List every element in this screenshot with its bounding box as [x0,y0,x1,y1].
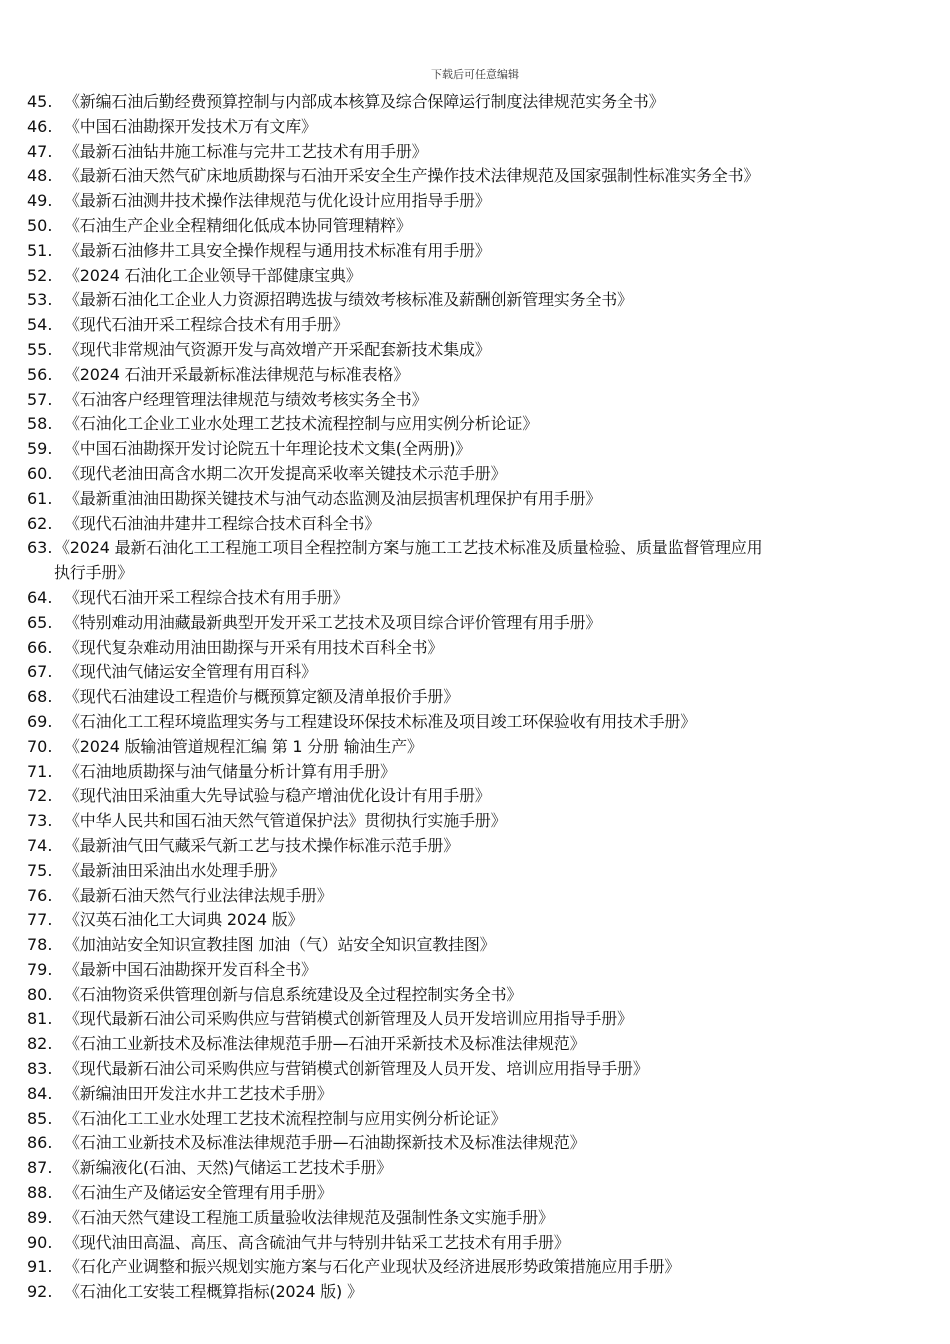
item-title-text: 《最新石油修井工具安全操作规程与通用技术标准有用手册》 [64,240,491,260]
item-title [64,685,927,710]
item-title [64,239,927,264]
item-number: 72. [27,786,53,806]
item-title [54,536,927,586]
item-title [64,1231,927,1256]
item-number: 55. [27,339,53,359]
item-number: 85. [27,1108,53,1128]
list-item [27,1181,927,1206]
item-number: 77. [27,910,53,930]
item-number: 50. [27,215,53,235]
list-item [27,164,927,189]
item-number: 49. [27,191,53,211]
list-item [27,933,927,958]
item-number: 79. [27,959,53,979]
item-number: 71. [27,761,53,781]
item-number: 59. [27,439,53,459]
list-item [27,140,927,165]
item-title [64,1280,927,1305]
item-number: 64. [27,587,53,607]
list-item [27,1131,927,1156]
item-title-text: 《2024 最新石油化工工程施工项目全程控制方案与施工工艺技术标准及质量检验、质量监督管理应用 [54,538,763,558]
list-item [27,214,927,239]
list-item [27,1057,927,1082]
list-item [27,239,927,264]
item-title [64,363,927,388]
item-title [64,487,927,512]
item-number: 76. [27,885,53,905]
list-item [27,1280,927,1305]
item-title-continuation: 执行手册》 [54,563,134,583]
list-item [27,536,927,586]
item-title [64,1156,927,1181]
list-item [27,834,927,859]
item-number: 65. [27,612,53,632]
item-title [64,958,927,983]
item-number: 89. [27,1207,53,1227]
item-number: 48. [27,166,53,186]
item-number: 53. [27,290,53,310]
item-title-text: 《2024 版输油管道规程汇编 第 1 分册 输油生产》 [64,736,423,756]
item-number: 45. [27,92,53,111]
item-number: 84. [27,1083,53,1103]
item-title [64,1181,927,1206]
item-title [64,760,927,785]
list-item [27,1107,927,1132]
item-title [64,1206,927,1231]
item-title-text: 《石化产业调整和振兴规划实施方案与石化产业现状及经济进展形势政策措施应用手册》 [64,1257,681,1277]
item-number: 66. [27,637,53,657]
item-number: 83. [27,1059,53,1079]
item-title-text: 《最新油气田气藏采气新工艺与技术操作标准示范手册》 [64,835,460,855]
list-item [27,735,927,760]
list-item [27,611,927,636]
item-title [64,140,927,165]
item-title-text: 《现代油田高温、高压、高含硫油气井与特别井钻采工艺技术有用手册》 [64,1232,570,1252]
item-title [64,189,927,214]
item-title [64,636,927,661]
list-item [27,958,927,983]
list-item [27,1231,927,1256]
item-number: 90. [27,1232,53,1252]
item-title [64,164,927,189]
item-title-text: 《最新中国石油勘探开发百科全书》 [64,959,317,979]
item-title-text: 《汉英石油化工大词典 2024 版》 [64,910,304,930]
item-number: 88. [27,1183,53,1203]
item-title [64,1082,927,1107]
item-number: 47. [27,141,53,161]
item-title-text: 《最新油田采油出水处理手册》 [64,860,286,880]
item-number: 46. [27,116,53,136]
item-number: 81. [27,1009,53,1029]
item-title-text: 《新编石油后勤经费预算控制与内部成本核算及综合保障运行制度法律规范实务全书》 [64,92,665,111]
item-title-text: 《新编液化(石油、天然)气储运工艺技术手册》 [64,1158,393,1178]
list-item [27,512,927,537]
item-title-text: 《特别难动用油藏最新典型开发开采工艺技术及项目综合评价管理有用手册》 [64,612,602,632]
item-title-text: 《石油生产及储运安全管理有用手册》 [64,1183,333,1203]
item-number: 70. [27,736,53,756]
item-title-text: 《石油物资采供管理创新与信息系统建设及全过程控制实务全书》 [64,984,523,1004]
list-item [27,462,927,487]
item-title-text: 《石油化工工程环境监理实务与工程建设环保技术标准及项目竣工环保验收有用技术手册》 [64,711,697,731]
list-item [27,338,927,363]
list-item [27,1032,927,1057]
item-title-text: 《中国石油勘探开发技术万有文库》 [64,116,317,136]
list-item [27,784,927,809]
item-title [64,983,927,1008]
list-item [27,313,927,338]
item-title [64,512,927,537]
item-title [64,288,927,313]
item-title [64,611,927,636]
item-title [64,784,927,809]
item-number: 63. [27,538,53,558]
list-item [27,859,927,884]
item-title-text: 《最新重油油田勘探关键技术与油气动态监测及油层损害机理保护有用手册》 [64,488,602,508]
item-title [64,834,927,859]
list-item [27,809,927,834]
item-number: 56. [27,364,53,384]
item-title-text: 《2024 石油化工企业领导干部健康宝典》 [64,265,362,285]
book-list [27,90,927,1305]
item-number: 61. [27,488,53,508]
item-title [64,313,927,338]
item-number: 75. [27,860,53,880]
list-item [27,437,927,462]
item-title-text: 《石油化工安装工程概算指标(2024 版) 》 [64,1282,363,1302]
item-title-text: 《现代油田采油重大先导试验与稳产增油优化设计有用手册》 [64,786,491,806]
list-item [27,115,927,140]
item-title [64,735,927,760]
item-title-text: 《石油生产企业全程精细化低成本协同管理精粹》 [64,215,412,235]
list-item [27,388,927,413]
item-number: 68. [27,687,53,707]
item-title [64,1131,927,1156]
item-number: 60. [27,463,53,483]
item-title-text: 《现代石油开采工程综合技术有用手册》 [64,315,349,335]
list-item [27,1206,927,1231]
item-title-text: 《2024 石油开采最新标准法律规范与标准表格》 [64,364,410,384]
item-title [64,1032,927,1057]
item-title-text: 《中国石油勘探开发讨论院五十年理论技术文集(全两册)》 [64,439,472,459]
item-title [64,859,927,884]
list-item [27,264,927,289]
item-number: 87. [27,1158,53,1178]
item-number: 67. [27,662,53,682]
item-title-text: 《最新石油化工企业人力资源招聘选拔与绩效考核标准及薪酬创新管理实务全书》 [64,290,633,310]
list-item [27,90,927,115]
item-title-text: 《现代非常规油气资源开发与高效增产开采配套新技术集成》 [64,339,491,359]
item-title [64,933,927,958]
item-title [64,586,927,611]
list-item [27,685,927,710]
item-title [64,412,927,437]
item-title [64,1057,927,1082]
item-title-text: 《现代最新石油公司采购供应与营销模式创新管理及人员开发、培训应用指导手册》 [64,1059,649,1079]
item-title [64,90,927,115]
item-number: 86. [27,1133,53,1153]
item-number: 92. [27,1282,53,1302]
item-title [64,710,927,735]
list-item [27,710,927,735]
item-title-text: 《现代复杂难动用油田勘探与开采有用技术百科全书》 [64,637,444,657]
item-number: 54. [27,315,53,335]
page-header-note: 下载后可任意编辑 [431,68,519,81]
list-item [27,1156,927,1181]
list-item [27,412,927,437]
item-title-text: 《最新石油钻井施工标准与完井工艺技术有用手册》 [64,141,428,161]
item-title [64,462,927,487]
list-item [27,1007,927,1032]
list-item [27,884,927,909]
item-title [64,1007,927,1032]
item-title [64,338,927,363]
item-number: 51. [27,240,53,260]
item-number: 52. [27,265,53,285]
list-item [27,636,927,661]
item-title [64,437,927,462]
item-title-text: 《最新石油天然气行业法律法规手册》 [64,885,333,905]
item-title-text: 《石油化工工业水处理工艺技术流程控制与应用实例分析论证》 [64,1108,507,1128]
item-number: 73. [27,811,53,831]
item-title-text: 《现代石油油井建井工程综合技术百科全书》 [64,513,381,533]
list-item [27,760,927,785]
item-number: 80. [27,984,53,1004]
item-number: 74. [27,835,53,855]
list-item [27,487,927,512]
item-title-text: 《最新石油天然气矿床地质勘探与石油开采安全生产操作技术法律规范及国家强制性标准实务全书》 [64,166,760,186]
item-title [64,660,927,685]
item-title-text: 《现代石油开采工程综合技术有用手册》 [64,587,349,607]
list-item [27,1255,927,1280]
item-title-text: 《石油化工企业工业水处理工艺技术流程控制与应用实例分析论证》 [64,414,539,434]
list-item [27,189,927,214]
item-title [64,115,927,140]
list-item [27,660,927,685]
item-title-text: 《现代老油田高含水期二次开发提高采收率关键技术示范手册》 [64,463,507,483]
item-title-text: 《最新石油测井技术操作法律规范与优化设计应用指导手册》 [64,191,491,211]
item-title [64,809,927,834]
list-item [27,586,927,611]
item-title-text: 《石油工业新技术及标准法律规范手册—石油勘探新技术及标准法律规范》 [64,1133,586,1153]
item-title [64,264,927,289]
item-title-text: 《现代最新石油公司采购供应与营销模式创新管理及人员开发培训应用指导手册》 [64,1009,633,1029]
item-title-text: 《加油站安全知识宣教挂图 加油（气）站安全知识宣教挂图》 [64,935,496,955]
item-number: 69. [27,711,53,731]
item-title-text: 《石油工业新技术及标准法律规范手册—石油开采新技术及标准法律规范》 [64,1034,586,1054]
list-item [27,983,927,1008]
list-item [27,908,927,933]
item-title-text: 《石油天然气建设工程施工质量验收法律规范及强制性条文实施手册》 [64,1207,554,1227]
list-item [27,1082,927,1107]
item-title-text: 《石油客户经理管理法律规范与绩效考核实务全书》 [64,389,428,409]
item-number: 91. [27,1257,53,1277]
item-title-text: 《现代油气储运安全管理有用百科》 [64,662,317,682]
item-title [64,1107,927,1132]
item-title [64,388,927,413]
item-title-text: 《现代石油建设工程造价与概预算定额及清单报价手册》 [64,687,460,707]
item-title [64,884,927,909]
item-title-text: 《新编油田开发注水井工艺技术手册》 [64,1083,333,1103]
item-number: 58. [27,414,53,434]
item-title [64,908,927,933]
list-item [27,363,927,388]
item-number: 62. [27,513,53,533]
item-title-text: 《中华人民共和国石油天然气管道保护法》贯彻执行实施手册》 [64,811,507,831]
item-title [64,214,927,239]
item-number: 82. [27,1034,53,1054]
item-title-text: 《石油地质勘探与油气储量分析计算有用手册》 [64,761,396,781]
list-item [27,288,927,313]
item-number: 78. [27,935,53,955]
item-number: 57. [27,389,53,409]
item-title [64,1255,927,1280]
